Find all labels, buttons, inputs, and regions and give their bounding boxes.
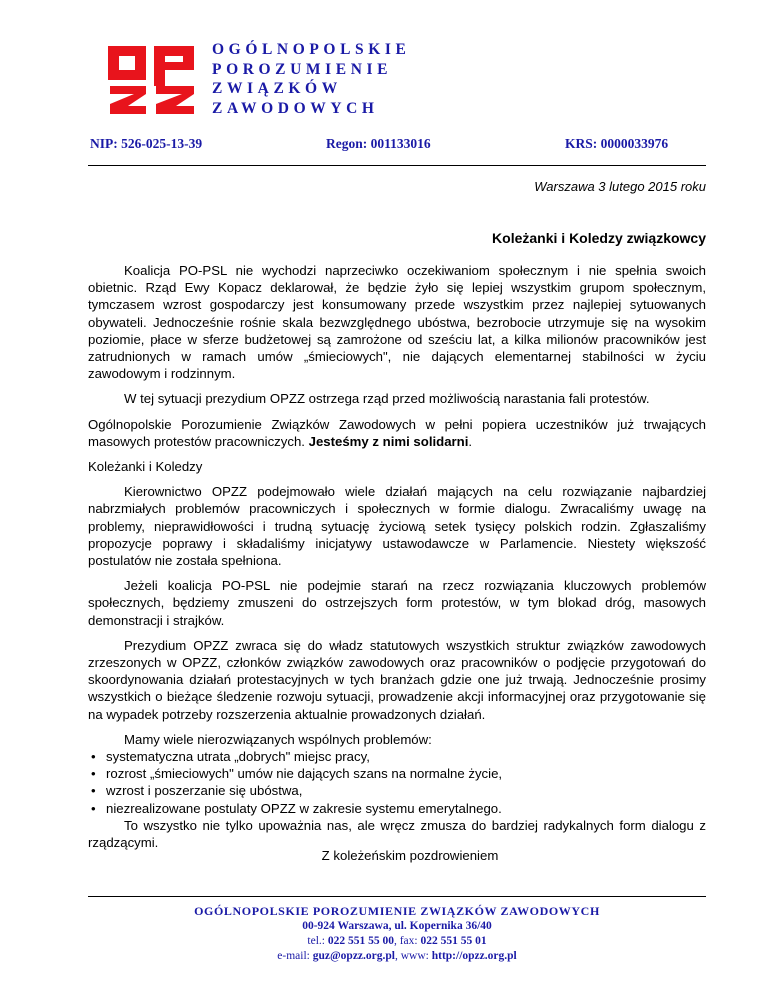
paragraph: Prezydium OPZZ zwraca się do władz statutowych wszystkich struktur związków zawodowych zrzeszonych w OPZZ, członków związków zawodowych oraz pracowników o podjęcie przygotowań do skoordynowania działań protestacyjnych w tych branżach gdzie one już trwają. Jednocześnie prosimy wszystkich o bieżące śledzenie rozwoju sytuacji, prowadzenie akcji informacyjnej oraz przygotowanie się na wypadek potrzeby rozszerzenia aktualnie prowadzonych działań. (88, 637, 706, 722)
website-link[interactable]: http://opzz.org.pl (431, 950, 517, 962)
letter-body (88, 262, 706, 859)
tel-label: tel.: (307, 935, 328, 947)
paragraph (88, 416, 706, 450)
phone-number: 022 551 55 00 (327, 935, 394, 947)
letter-date: Warszawa 3 lutego 2015 roku (534, 179, 706, 194)
footer-phone-line (88, 934, 706, 949)
paragraph: Jeżeli koalicja PO-PSL nie podejmie starań na rzecz rozwiązania kluczowych problemów społecznych, będziemy zmuszeni do ostrzejszych form protestów, w tym blokad dróg, masowych demonstracji i strajków. (88, 578, 706, 628)
header-divider (88, 165, 706, 166)
footer-org-name: OGÓLNOPOLSKIE POROZUMIENIE ZWIĄZKÓW ZAWODOWYCH (194, 904, 600, 918)
paragraph: To wszystko nie tylko upoważnia nas, ale wręcz zmusza do bardziej radykalnych form dialogu z rządzącymi. (88, 817, 706, 851)
fax-number: 022 551 55 01 (420, 935, 487, 947)
list-item: • wzrost i poszerzanie się ubóstwa, (88, 782, 706, 799)
paragraph-text: Ogólnopolskie Porozumienie Związków Zawodowych w pełni popiera uczestników już trwających masowych protestów pracowniczych. (88, 416, 706, 449)
fax-label: , fax: (393, 935, 421, 947)
regon-number: Regon: 001133016 (326, 136, 431, 151)
email-label: e-mail: (277, 950, 313, 962)
footer-address: 00-924 Warszawa, ul. Kopernika 36/40 (302, 920, 492, 932)
www-label: , www: (394, 950, 432, 962)
org-name-line: OGÓLNOPOLSKIE (212, 41, 411, 58)
email-link[interactable]: guz@opzz.org.pl (312, 950, 395, 962)
footer-contact-line (88, 949, 706, 964)
paragraph-text: . (468, 433, 473, 449)
problem-list (88, 748, 706, 817)
nip-number: NIP: 526-025-13-39 (90, 136, 203, 151)
footer-divider (88, 896, 706, 897)
solidarity-statement: Jesteśmy z nimi solidarni (308, 433, 469, 449)
org-name-line: ZWIĄZKÓW (212, 80, 342, 97)
paragraph: Kierownictwo OPZZ podejmowało wiele działań mających na celu rozwiązanie najbardziej nabrzmiałych problemów pracowniczych i społecznych w formie dialogu. Zwracaliśmy uwagę na problemy, nieprawidłowości i trudną sytuację życiową setek tysięcy polskich rodzin. Zgłaszaliśmy propozycje poprawy i składaliśmy inicjatywy ustawodawcze w Parlamencie. Niestety większość postulatów nie została spełniona. (88, 484, 706, 569)
closing-line (0, 848, 768, 863)
paragraph: Koleżanki i Koledzy (88, 459, 203, 475)
org-name-line: POROZUMIENIE (212, 60, 393, 78)
organization-name (212, 40, 410, 118)
paragraph: Koalicja PO-PSL nie wychodzi naprzeciwko oczekiwaniom społecznym i nie spełnia swoich obietnic. Rząd Ewy Kopacz deklarował, że będzie żyło się lepiej wszystkim grupom społecznym, tymczasem wzrost gospodarczy jest konsumowany przede wszystkim przez najlepiej sytuowanych obywateli. Jednocześnie rośnie skala bezwzględnego ubóstwa, bezrobocie utrzymuje się na wysokim poziomie, płace w sferze budżetowej są zamrożone od sześciu lat, a kilka milionów pracowników jest zatrudnionych w ramach umów „śmieciowych", nie dających elementarnej stabilności w życiu zawodowym i rodzinnym. (88, 263, 706, 382)
krs-number: KRS: 0000033976 (565, 136, 669, 151)
list-item: • rozrost „śmieciowych" umów nie dających szans na normalne życie, (88, 765, 706, 782)
closing-text: Z koleżeńskim pozdrowieniem (321, 848, 499, 863)
paragraph: Mamy wiele nierozwiązanych wspólnych problemów: (124, 731, 432, 747)
footer (88, 904, 706, 964)
paragraph: W tej sytuacji prezydium OPZZ ostrzega rząd przed możliwością narastania fali protestów. (124, 391, 650, 407)
letter-salutation: Koleżanki i Koledzy związkowcy (492, 230, 706, 246)
list-item: • systematyczna utrata „dobrych" miejsc pracy, (88, 748, 706, 765)
opzz-logo (106, 42, 198, 118)
list-item: • niezrealizowane postulaty OPZZ w zakresie systemu emerytalnego. (88, 800, 706, 817)
org-name-line: ZAWODOWYCH (212, 99, 379, 117)
